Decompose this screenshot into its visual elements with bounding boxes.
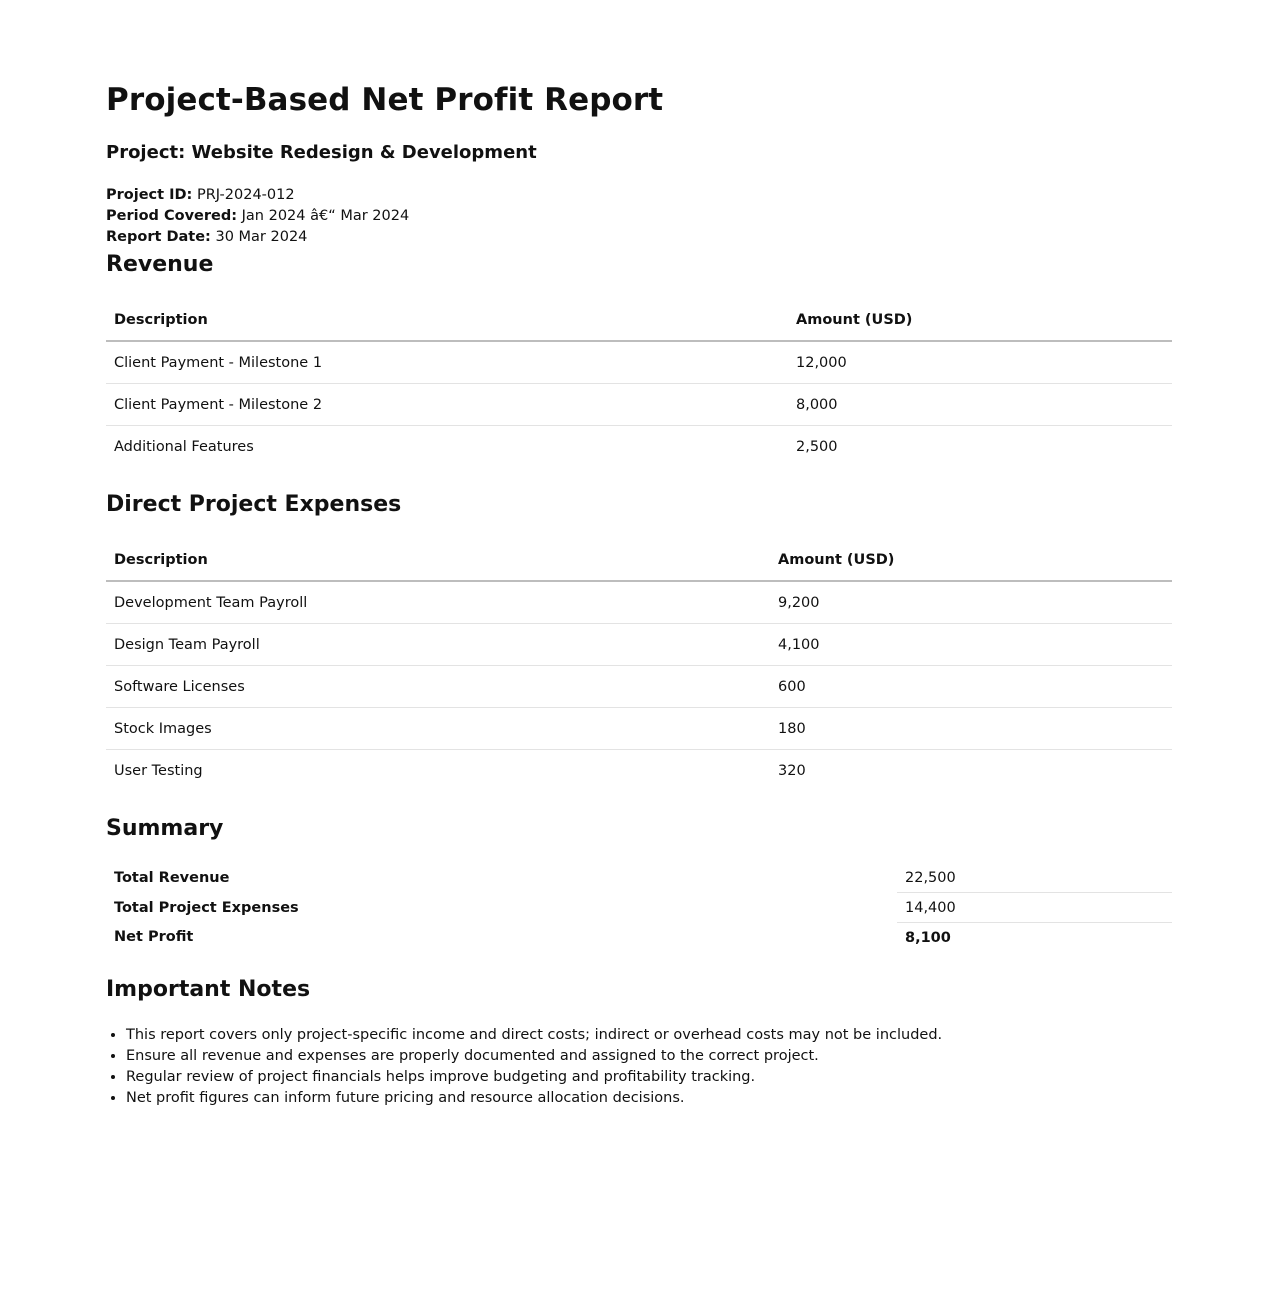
expense-row-description: Stock Images: [106, 708, 770, 750]
expense-row-amount: 180: [770, 708, 1172, 750]
summary-value: 8,100: [905, 929, 951, 946]
notes-heading: Important Notes: [106, 977, 311, 1002]
revenue-table: [106, 300, 1172, 467]
revenue-heading: Revenue: [106, 252, 214, 277]
revenue-row-description: Client Payment - Milestone 1: [106, 341, 788, 384]
revenue-col-description: Description: [106, 300, 788, 341]
table-row: [106, 624, 1172, 666]
revenue-row-description: Additional Features: [114, 438, 254, 455]
expense-row-description: Software Licenses: [106, 666, 770, 708]
expense-row-amount: 9,200: [770, 581, 1172, 624]
expenses-col-description: Description: [106, 540, 770, 581]
expense-row-amount: 4,100: [770, 624, 1172, 666]
expenses-header-row: [106, 540, 1172, 581]
revenue-row-amount: 12,000: [788, 341, 1172, 384]
expense-row-amount: 320: [778, 762, 806, 779]
meta-report-date-label: Report Date:: [106, 229, 211, 245]
report-meta: [106, 185, 409, 248]
page-title: Project-Based Net Profit Report: [106, 82, 664, 118]
meta-period: [106, 206, 409, 227]
expense-row-amount: 600: [770, 666, 1172, 708]
meta-project-id-label: Project ID:: [106, 187, 193, 203]
project-subtitle: Project: Website Redesign & Development: [106, 142, 537, 163]
summary-label: Total Revenue: [114, 869, 230, 886]
table-row: [106, 581, 1172, 624]
table-row: [106, 666, 1172, 708]
table-row: [106, 426, 1172, 468]
revenue-row-amount: 2,500: [796, 438, 838, 455]
expenses-table: [106, 540, 1172, 791]
expenses-col-amount: Amount (USD): [770, 540, 1172, 581]
table-row: [106, 750, 1172, 792]
list-item: • Ensure all revenue and expenses are properly documented and assigned to the correct project.: [126, 1046, 942, 1067]
meta-period-value: Jan 2024 â€“ Mar 2024: [241, 208, 410, 224]
summary-value: 14,400: [897, 893, 1172, 923]
table-row: [106, 708, 1172, 750]
table-row: [106, 384, 1172, 426]
revenue-row-description: Client Payment - Milestone 2: [106, 384, 788, 426]
list-item: • This report covers only project-specific income and direct costs; indirect or overhead costs may not be included.: [126, 1025, 942, 1046]
expense-row-description: Design Team Payroll: [106, 624, 770, 666]
list-item: • Net profit figures can inform future pricing and resource allocation decisions.: [126, 1088, 942, 1109]
expense-row-description: Development Team Payroll: [106, 581, 770, 624]
summary-label: Net Profit: [114, 929, 194, 946]
meta-report-date: [106, 227, 409, 248]
meta-report-date-value: 30 Mar 2024: [215, 229, 308, 245]
list-item: • Regular review of project financials helps improve budgeting and profitability tracking.: [126, 1067, 942, 1088]
summary-heading: Summary: [106, 816, 224, 841]
summary-row-total-revenue: [106, 863, 1172, 893]
summary-label: Total Project Expenses: [114, 899, 299, 916]
summary-row-net-profit: [106, 923, 1172, 953]
summary-value: 22,500: [897, 863, 1172, 893]
expense-row-description: User Testing: [114, 762, 203, 779]
revenue-col-amount: Amount (USD): [788, 300, 1172, 341]
summary-table: [106, 863, 1172, 952]
table-row: [106, 341, 1172, 384]
revenue-header-row: [106, 300, 1172, 341]
notes-list: [106, 1025, 942, 1109]
meta-project-id-value: PRJ-2024-012: [196, 187, 295, 203]
meta-project-id: [106, 185, 409, 206]
expenses-heading: Direct Project Expenses: [106, 492, 402, 517]
summary-row-total-expenses: [106, 893, 1172, 923]
meta-period-label: Period Covered:: [106, 208, 238, 224]
revenue-row-amount: 8,000: [788, 384, 1172, 426]
